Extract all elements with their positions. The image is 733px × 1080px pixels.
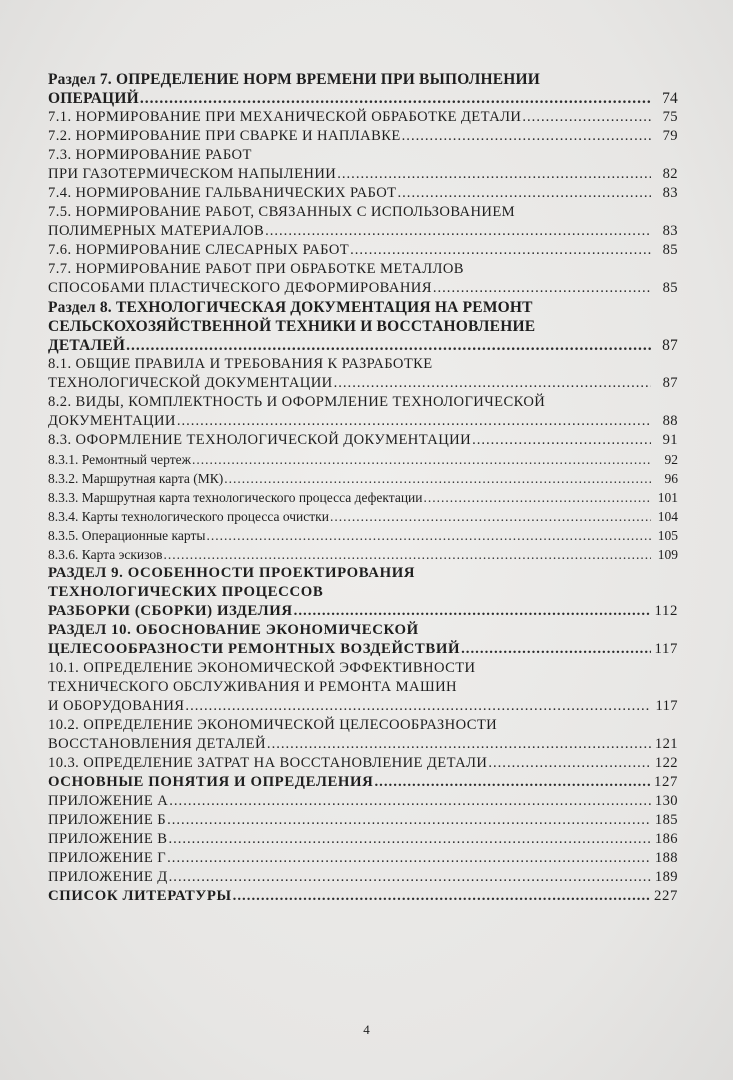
toc-entry-text: 8.3.5. Операционные карты: [48, 528, 206, 543]
toc-entry-text: 10.3. ОПРЕДЕЛЕНИЕ ЗАТРАТ НА ВОССТАНОВЛЕНИЕ ДЕТАЛИ: [48, 755, 488, 771]
dot-leader: [192, 450, 651, 469]
dot-leader: [177, 412, 651, 431]
toc-entry-7-1: [48, 108, 678, 127]
toc-entry-7-2: [48, 127, 678, 146]
toc-entry-text: ДОКУМЕНТАЦИИ: [48, 413, 176, 429]
toc-entry-text: ОПЕРАЦИЙ: [48, 90, 139, 107]
page-ref: 185: [654, 812, 678, 828]
page-ref: 189: [654, 869, 678, 885]
toc-entry-text: РАЗБОРКИ (СБОРКИ) ИЗДЕЛИЯ: [48, 603, 293, 619]
toc-entry-8-2: [48, 412, 678, 431]
toc-entry-8-3-6: [48, 545, 678, 564]
page-ref: 96: [664, 471, 678, 486]
page-ref: 130: [654, 793, 678, 809]
toc-entry-8-1: [48, 374, 678, 393]
toc-entry-7-7: [48, 279, 678, 298]
table-of-contents: [48, 70, 678, 906]
toc-entry-text: ПОЛИМЕРНЫХ МАТЕРИАЛОВ: [48, 223, 265, 239]
toc-entry-text: ПРИЛОЖЕНИЕ Б: [48, 812, 167, 828]
toc-entry-10-3: [48, 754, 678, 773]
dot-leader: [169, 868, 651, 887]
toc-entry-text: 8.3.6. Карта эскизов: [48, 547, 163, 562]
toc-entry-basic-concepts: [48, 773, 678, 792]
dot-leader: [185, 697, 651, 716]
toc-entry-text: ВОССТАНОВЛЕНИЯ ДЕТАЛЕЙ: [48, 736, 266, 752]
toc-entry-section-7: [48, 89, 678, 108]
dot-leader: [433, 279, 651, 298]
toc-entry-text: ПРИЛОЖЕНИЕ Д: [48, 869, 168, 885]
page-ref: 117: [654, 641, 678, 657]
toc-entry-7-7-line1: 7.7. НОРМИРОВАНИЕ РАБОТ ПРИ ОБРАБОТКЕ МЕТАЛЛОВ: [48, 261, 464, 277]
dot-leader: [164, 545, 651, 564]
toc-entry-section-10: [48, 640, 678, 659]
toc-entry-text: ТЕХНОЛОГИЧЕСКОЙ ДОКУМЕНТАЦИИ: [48, 375, 333, 391]
toc-entry-text: 7.2. НОРМИРОВАНИЕ ПРИ СВАРКЕ И НАПЛАВКЕ: [48, 128, 401, 144]
page-ref: 88: [662, 413, 678, 429]
section-8-title-line1: Раздел 8. ТЕХНОЛОГИЧЕСКАЯ ДОКУМЕНТАЦИЯ НА РЕМОНТ: [48, 299, 533, 316]
dot-leader: [374, 773, 651, 792]
toc-entry-7-6: [48, 241, 678, 260]
toc-entry-text: 8.3.1. Ремонтный чертеж: [48, 452, 191, 467]
toc-entry-text: 8.3.2. Маршрутная карта (МК): [48, 471, 224, 486]
toc-entry-appendix-b: [48, 811, 678, 830]
toc-entry-text: СПИСОК ЛИТЕРАТУРЫ: [48, 888, 232, 904]
section-7-title: Раздел 7. ОПРЕДЕЛЕНИЕ НОРМ ВРЕМЕНИ ПРИ ВЫПОЛНЕНИИ: [48, 71, 541, 88]
toc-entry-8-3-5: [48, 526, 678, 545]
toc-entry-appendix-v: [48, 830, 678, 849]
toc-entry-section-8: [48, 336, 678, 355]
toc-entry-text: ЦЕЛЕСООБРАЗНОСТИ РЕМОНТНЫХ ВОЗДЕЙСТВИЙ: [48, 641, 461, 657]
page-ref: 83: [662, 223, 678, 239]
toc-entry-text: 8.3.3. Маршрутная карта технологического процесса дефектации: [48, 490, 423, 505]
dot-leader: [206, 526, 651, 545]
toc-entry-text: 7.1. НОРМИРОВАНИЕ ПРИ МЕХАНИЧЕСКОЙ ОБРАБОТКЕ ДЕТАЛИ: [48, 109, 522, 125]
page-ref: 74: [662, 90, 678, 107]
page-ref: 122: [654, 755, 678, 771]
dot-leader: [334, 374, 651, 393]
dot-leader: [126, 336, 651, 355]
dot-leader: [267, 735, 651, 754]
toc-entry-text: ПРИЛОЖЕНИЕ А: [48, 793, 169, 809]
dot-leader: [522, 108, 651, 127]
toc-entry-text: 8.3. ОФОРМЛЕНИЕ ТЕХНОЛОГИЧЕСКОЙ ДОКУМЕНТАЦИИ: [48, 432, 472, 448]
page-ref: 227: [654, 888, 678, 904]
page-ref: 87: [662, 375, 678, 391]
toc-entry-text: ПРИЛОЖЕНИЕ В: [48, 831, 168, 847]
dot-leader: [167, 811, 651, 830]
section-9-title-line2: ТЕХНОЛОГИЧЕСКИХ ПРОЦЕССОВ: [48, 584, 324, 600]
toc-entry-8-1-line1: 8.1. ОБЩИЕ ПРАВИЛА И ТРЕБОВАНИЯ К РАЗРАБОТКЕ: [48, 356, 433, 372]
toc-entry-section-9: [48, 602, 678, 621]
section-9-title-line1: РАЗДЕЛ 9. ОСОБЕННОСТИ ПРОЕКТИРОВАНИЯ: [48, 565, 416, 581]
dot-leader: [461, 640, 651, 659]
toc-entry-literature: [48, 887, 678, 906]
dot-leader: [169, 792, 651, 811]
page-ref: 105: [657, 528, 678, 543]
toc-entry-text: ДЕТАЛЕЙ: [48, 337, 126, 354]
page-ref: 117: [655, 698, 678, 714]
toc-entry-10-1-line1: 10.1. ОПРЕДЕЛЕНИЕ ЭКОНОМИЧЕСКОЙ ЭФФЕКТИВНОСТИ: [48, 660, 476, 676]
toc-entry-appendix-d: [48, 868, 678, 887]
dot-leader: [398, 184, 652, 203]
toc-entry-text: 7.4. НОРМИРОВАНИЕ ГАЛЬВАНИЧЕСКИХ РАБОТ: [48, 185, 397, 201]
toc-entry-8-3-1: [48, 450, 678, 469]
dot-leader: [265, 222, 651, 241]
toc-entry-7-3-line1: 7.3. НОРМИРОВАНИЕ РАБОТ: [48, 147, 252, 163]
page-ref: 112: [654, 603, 678, 619]
dot-leader: [424, 488, 652, 507]
toc-entry-7-5-line1: 7.5. НОРМИРОВАНИЕ РАБОТ, СВЯЗАННЫХ С ИСПОЛЬЗОВАНИЕМ: [48, 204, 516, 220]
page-ref: 104: [657, 509, 678, 524]
dot-leader: [402, 127, 651, 146]
toc-entry-text: 8.3.4. Карты технологического процесса очистки: [48, 509, 329, 524]
toc-entry-10-1: [48, 697, 678, 716]
page-ref: 121: [654, 736, 678, 752]
page-ref: 91: [662, 432, 678, 448]
page-ref: 87: [662, 337, 678, 354]
page-ref: 79: [662, 128, 678, 144]
toc-entry-text: СПОСОБАМИ ПЛАСТИЧЕСКОГО ДЕФОРМИРОВАНИЯ: [48, 280, 432, 296]
dot-leader: [472, 431, 651, 450]
toc-entry-text: ПРИЛОЖЕНИЕ Г: [48, 850, 167, 866]
page-ref: 92: [664, 452, 678, 467]
toc-entry-7-4: [48, 184, 678, 203]
section-8-title-line2: СЕЛЬСКОХОЗЯЙСТВЕННОЙ ТЕХНИКИ И ВОССТАНОВЛЕНИЕ: [48, 318, 536, 335]
dot-leader: [233, 887, 651, 906]
toc-entry-appendix-a: [48, 792, 678, 811]
dot-leader: [167, 849, 651, 868]
toc-entry-8-3: [48, 431, 678, 450]
dot-leader: [350, 241, 651, 260]
toc-entry-text: 7.6. НОРМИРОВАНИЕ СЛЕСАРНЫХ РАБОТ: [48, 242, 350, 258]
dot-leader: [294, 602, 651, 621]
page-ref: 109: [657, 547, 678, 562]
toc-entry-8-3-3: [48, 488, 678, 507]
page-ref: 101: [657, 490, 678, 505]
toc-entry-10-2: [48, 735, 678, 754]
toc-entry-text: ОСНОВНЫЕ ПОНЯТИЯ И ОПРЕДЕЛЕНИЯ: [48, 774, 374, 790]
page-number: 4: [363, 1022, 370, 1037]
page-ref: 186: [654, 831, 678, 847]
toc-entry-10-2-line1: 10.2. ОПРЕДЕЛЕНИЕ ЭКОНОМИЧЕСКОЙ ЦЕЛЕСООБРАЗНОСТИ: [48, 717, 498, 733]
page-ref: 188: [654, 850, 678, 866]
dot-leader: [168, 830, 651, 849]
toc-entry-8-3-2: [48, 469, 678, 488]
dot-leader: [224, 469, 651, 488]
page-ref: 85: [662, 242, 678, 258]
dot-leader: [330, 507, 651, 526]
toc-entry-7-3: [48, 165, 678, 184]
dot-leader: [140, 89, 651, 108]
toc-entry-8-2-line1: 8.2. ВИДЫ, КОМПЛЕКТНОСТЬ И ОФОРМЛЕНИЕ ТЕХНОЛОГИЧЕСКОЙ: [48, 394, 546, 410]
page-ref: 83: [662, 185, 678, 201]
toc-entry-text: И ОБОРУДОВАНИЯ: [48, 698, 185, 714]
section-10-title-line1: РАЗДЕЛ 10. ОБОСНОВАНИЕ ЭКОНОМИЧЕСКОЙ: [48, 622, 419, 638]
page-ref: 75: [662, 109, 678, 125]
toc-entry-text: ПРИ ГАЗОТЕРМИЧЕСКОМ НАПЫЛЕНИИ: [48, 166, 337, 182]
toc-entry-7-5: [48, 222, 678, 241]
toc-entry-10-1-line2: ТЕХНИЧЕСКОГО ОБСЛУЖИВАНИЯ И РЕМОНТА МАШИН: [48, 679, 457, 695]
page-ref: 82: [662, 166, 678, 182]
page-ref: 85: [662, 280, 678, 296]
toc-entry-8-3-4: [48, 507, 678, 526]
dot-leader: [337, 165, 651, 184]
page-ref: 127: [654, 774, 678, 790]
toc-entry-appendix-g: [48, 849, 678, 868]
dot-leader: [488, 754, 651, 773]
